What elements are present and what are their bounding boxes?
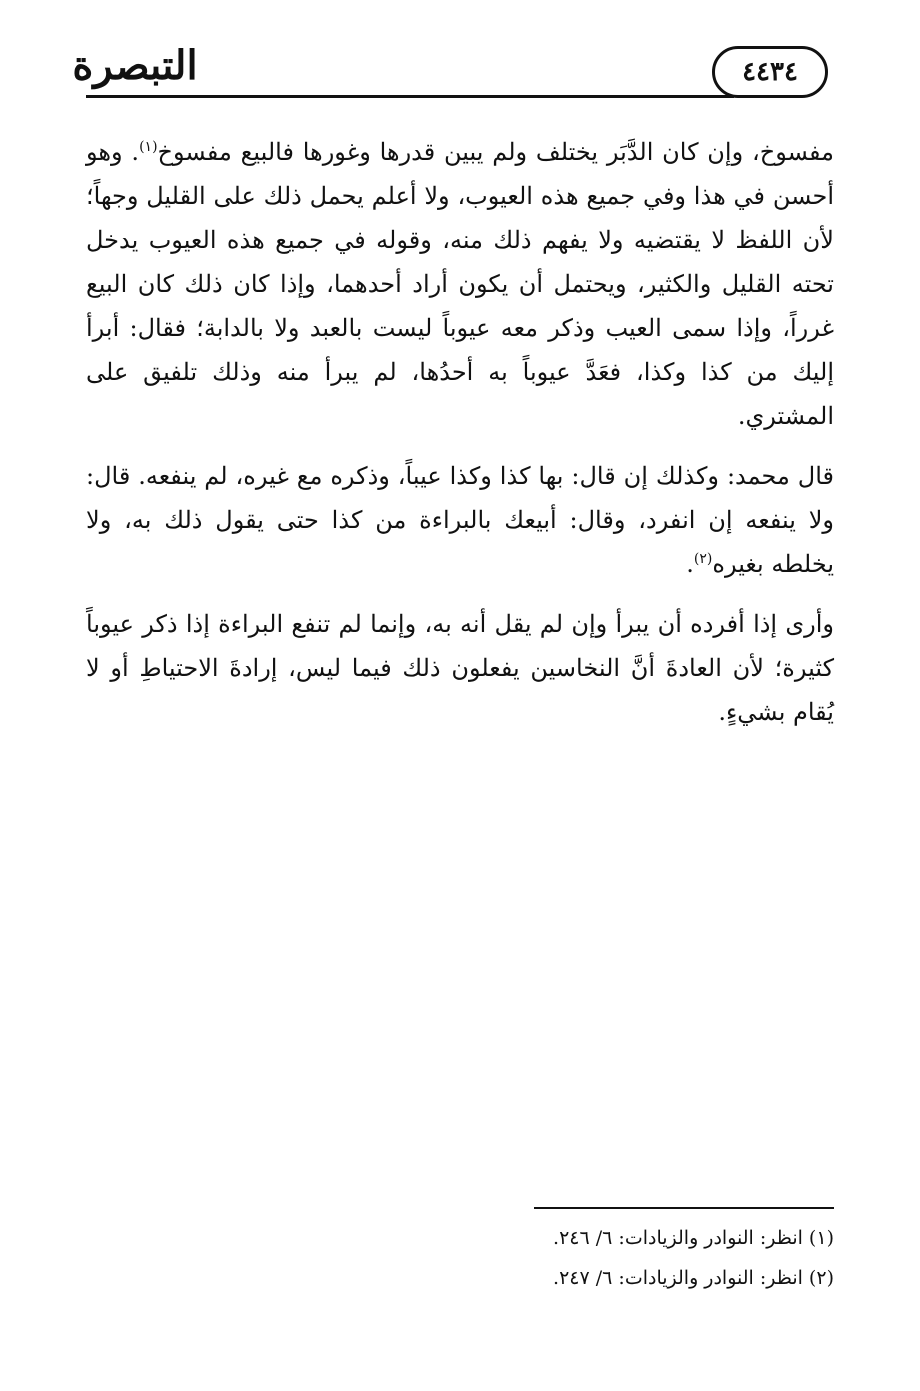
paragraph-3-text: وأرى إذا أفرده أن يبرأ وإن لم يقل أنه به، وإنما لم تنفع البراءة إذا ذكر عيوباً كثيرة؛ لأن العادةَ أنَّ النخاسين يفعلون ذلك فيما ليس، إرادةَ الاحتياطِ أو لا يُقام بشيءٍ. (86, 610, 834, 726)
footnote-1: (١) انظر: النوادر والزيادات: ٦/ ٢٤٦. (553, 1227, 834, 1249)
paragraph-1-tail: . وهو أحسن في هذا وفي جميع هذه العيوب، ولا أعلم يحمل ذلك على القليل وجهاً؛ لأن اللفظ لا يقتضيه ولا يفهم ذلك منه، وقوله في جميع هذه العيوب يدخل تحته القليل والكثير، ويحتمل أن يكون أراد أحدهما، وإذا كان ذلك كان البيع غرراً، وإذا سمى العيب وذكر معه عيوباً ليست بالعبد ولا بالدابة؛ فقال: أبرأ إليك من كذا وكذا، فعَدَّ عيوباً به أحدُها، لم يبرأ منه وذلك تلفيق على المشتري. (86, 138, 835, 430)
paragraph-2-text: قال محمد: وكذلك إن قال: بها كذا وكذا عيباً، وذكره مع غيره، لم ينفعه. قال: ولا ينفعه إن انفرد، وقال: أبيعك بالبراءة من كذا حتى يقول ذلك به، ولا يخلطه بغيره (86, 462, 834, 578)
footnote-2: (٢) انظر: النوادر والزيادات: ٦/ ٢٤٧. (553, 1267, 834, 1289)
page-number: ٤٤٣٤ (712, 46, 828, 98)
paragraph-2-tail: . (686, 550, 694, 578)
paragraph-1-text: مفسوخ، وإن كان الدَّبَر يختلف ولم يبين قدرها وغورها فالبيع مفسوخ (157, 138, 835, 166)
paragraph-3 (86, 602, 834, 734)
footnote-ref-1: (١) (139, 139, 158, 155)
paragraph-1 (86, 130, 834, 438)
page-header (0, 0, 920, 120)
paragraph-2 (86, 454, 834, 586)
footnotes (86, 1218, 834, 1298)
footnote-ref-2: (٢) (693, 551, 713, 567)
footnote-divider (534, 1207, 834, 1209)
book-title: التبصرة (72, 42, 198, 89)
main-text (86, 130, 834, 734)
